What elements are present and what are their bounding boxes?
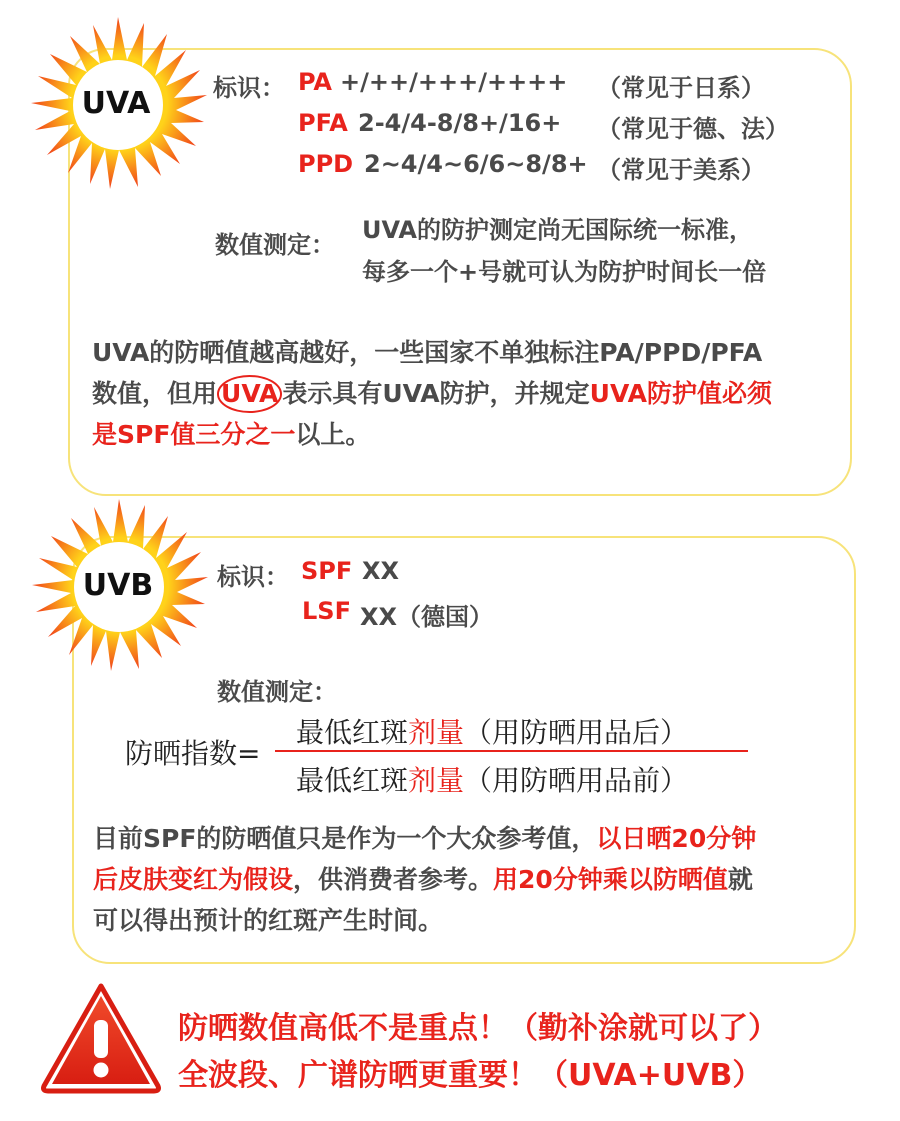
uva-code-ppd: PPD bbox=[298, 150, 354, 178]
warning-line1: 防晒数值高低不是重点！（勤补涂就可以了） bbox=[178, 1011, 778, 1046]
uva-circled-mark: UVA bbox=[217, 375, 282, 413]
uva-code-pa: PA bbox=[298, 68, 332, 96]
uvb-values-lsf: XX（德国） bbox=[360, 603, 494, 631]
uva-para-line3-red: 是SPF值三分之一 bbox=[92, 420, 296, 449]
uva-paragraph bbox=[92, 332, 832, 455]
uva-note-ppd: （常见于美系） bbox=[597, 156, 765, 184]
uva-note-pa: （常见于日系） bbox=[597, 74, 765, 102]
uvb-para-line1-red: 以日晒20分钟 bbox=[596, 824, 757, 853]
fraction-line bbox=[275, 750, 748, 752]
uva-badge: UVA bbox=[81, 86, 151, 121]
uva-para-line3-b: 以上。 bbox=[295, 420, 371, 449]
uva-para-line1: UVA的防晒值越高越好，一些国家不单独标注PA/PPD/PFA bbox=[92, 338, 763, 367]
uvb-para-line3: 可以得出预计的红斑产生时间。 bbox=[93, 906, 444, 935]
formula-numerator: 最低红斑剂量（用防晒用品后） bbox=[296, 716, 689, 749]
uvb-mark-label: 标识： bbox=[217, 563, 289, 591]
uvb-para-line2-c: 就 bbox=[727, 865, 753, 894]
formula-label: 防晒指数= bbox=[125, 737, 261, 770]
uva-note-pfa: （常见于德、法） bbox=[597, 115, 789, 143]
uva-code-pfa: PFA bbox=[298, 109, 348, 137]
uva-measure-line1: UVA的防护测定尚无国际统一标准， bbox=[362, 216, 754, 244]
uva-values-pfa: 2-4/4-8/8+/16+ bbox=[358, 109, 562, 137]
uvb-paragraph bbox=[93, 818, 833, 941]
uvb-para-line2-red2: 用20分钟乘以防晒值 bbox=[493, 865, 728, 894]
uva-mark-label: 标识： bbox=[213, 74, 285, 102]
warning-icon bbox=[38, 978, 164, 1096]
uvb-para-line2-b: ，供消费者参考。 bbox=[293, 865, 494, 894]
uva-values-pa: +/++/+++/++++ bbox=[340, 68, 568, 96]
uvb-code-lsf: LSF bbox=[302, 597, 351, 625]
uvb-para-line2-red: 后皮肤变红为假设 bbox=[93, 865, 294, 894]
uva-para-line2-red: UVA防护值必须 bbox=[589, 379, 772, 408]
uva-para-line2-b: 表示具有UVA防护，并规定 bbox=[282, 379, 590, 408]
formula-denominator: 最低红斑剂量（用防晒用品前） bbox=[296, 764, 689, 797]
uvb-values-spf: XX bbox=[362, 557, 400, 585]
uva-measure-label: 数值测定： bbox=[215, 231, 335, 259]
uva-measure-line2: 每多一个+号就可认为防护时间长一倍 bbox=[362, 258, 767, 286]
warning-line2: 全波段、广谱防晒更重要！（UVA+UVB） bbox=[178, 1058, 763, 1093]
uvb-para-line1-a: 目前SPF的防晒值只是作为一个大众参考值， bbox=[93, 824, 597, 853]
uva-para-line2-a: 数值，但用 bbox=[92, 379, 218, 408]
uvb-code-spf: SPF bbox=[301, 557, 353, 585]
uva-values-ppd: 2~4/4~6/6~8/8+ bbox=[364, 150, 588, 178]
uvb-measure-label: 数值测定： bbox=[217, 678, 337, 706]
uvb-badge: UVB bbox=[82, 568, 154, 603]
